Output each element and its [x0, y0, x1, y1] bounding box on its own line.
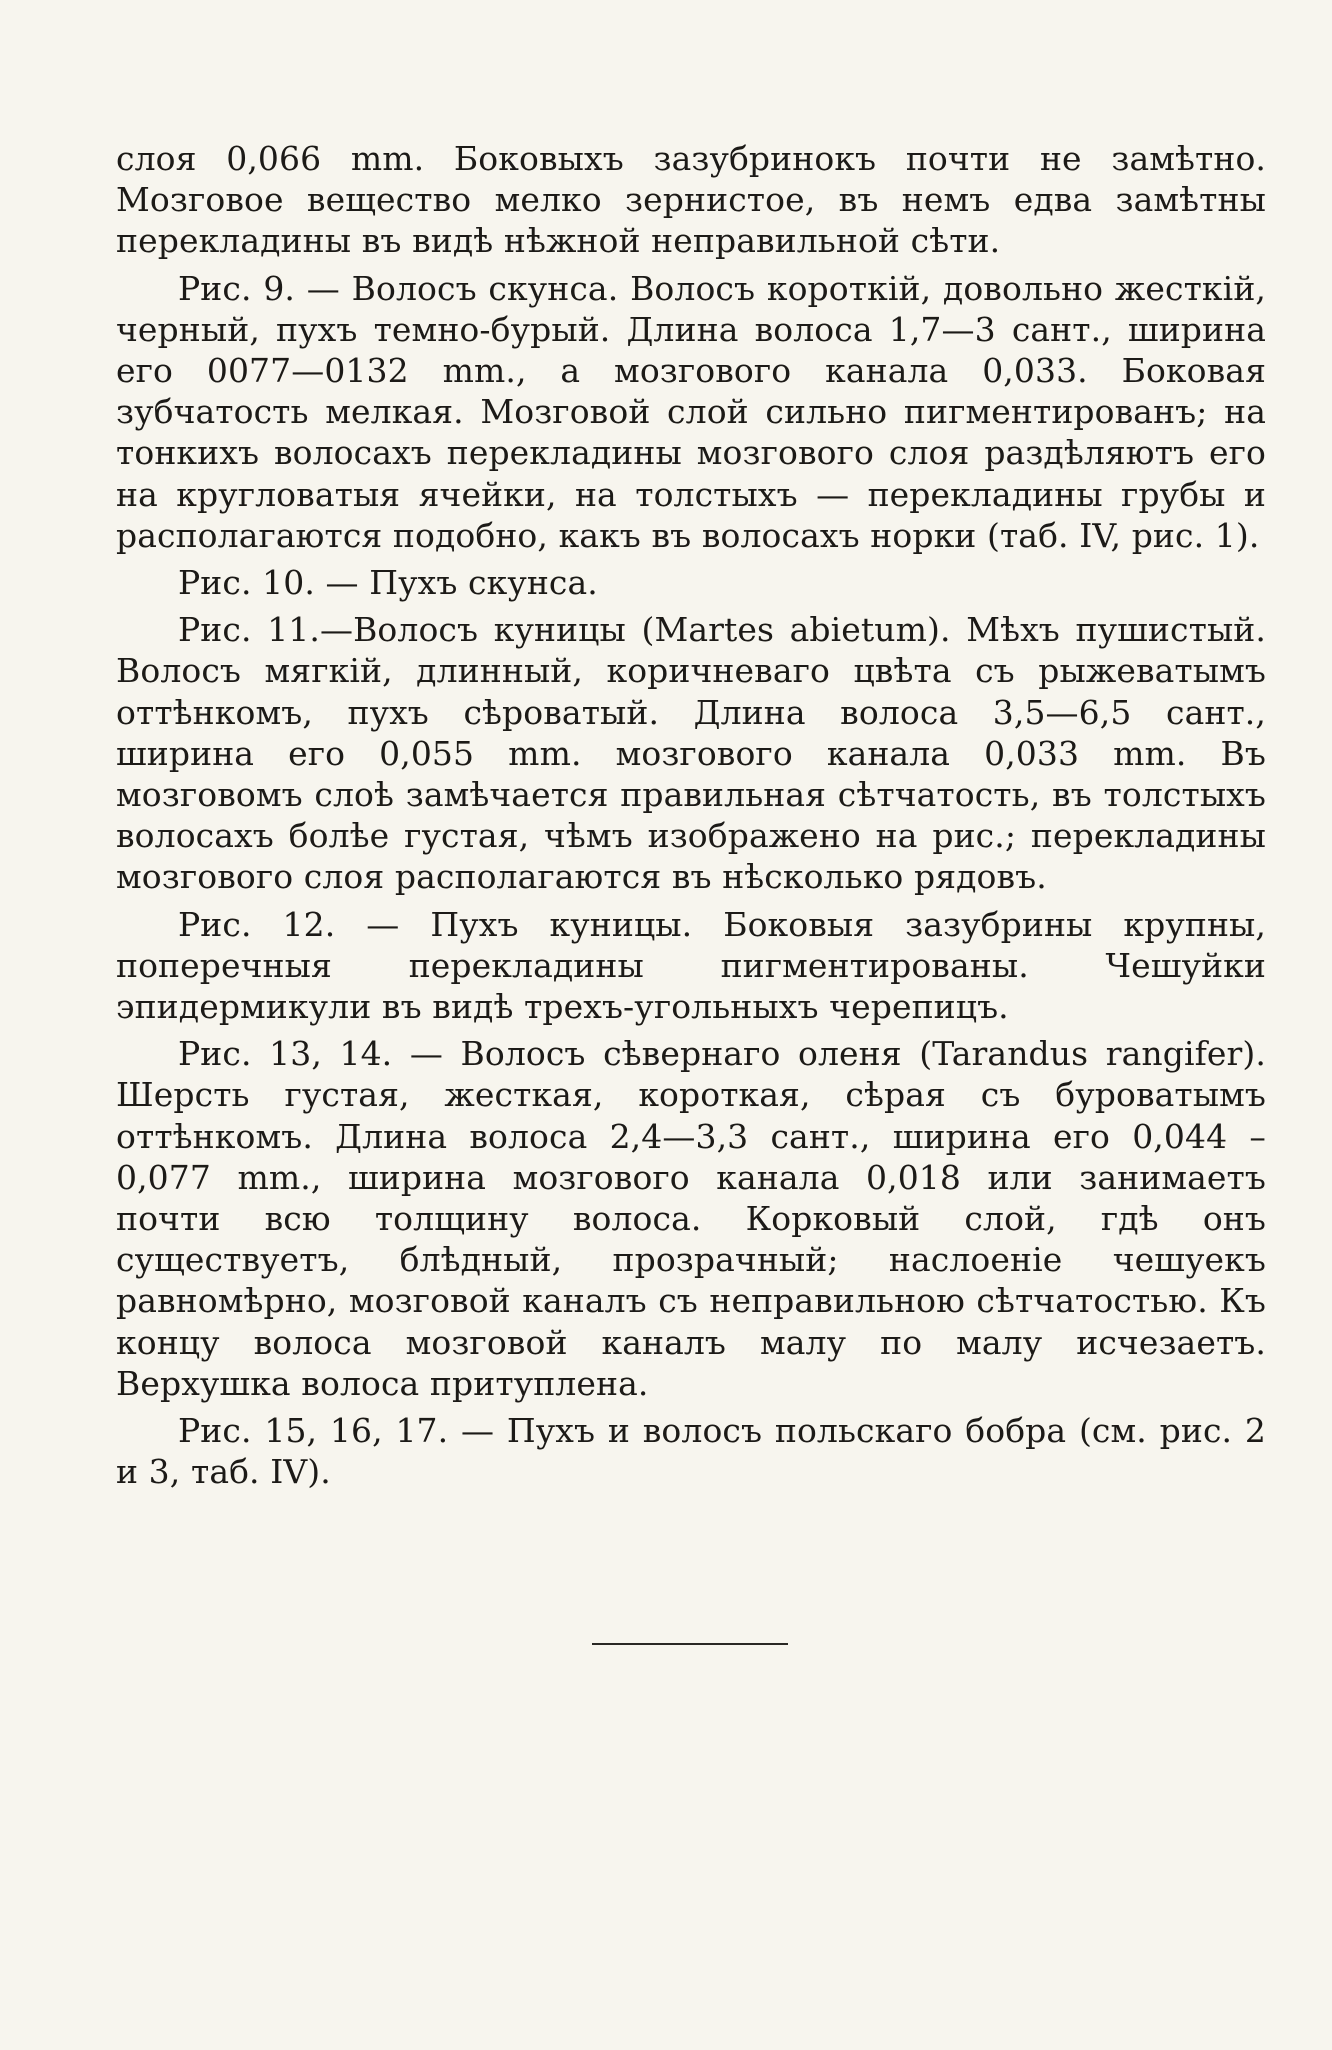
paragraph-fig-15-17: Рис. 15, 16, 17. — Пухъ и волосъ польскаго бобра (см. рис. 2 и 3, таб. IV).	[116, 1411, 1266, 1492]
end-divider-rule	[592, 1643, 788, 1645]
paragraph-fig-13-14: Рис. 13, 14. — Волосъ сѣвернаго оленя (Tarandus rangifer). Шерсть густая, жесткая, короткая, сѣрая съ буроватымъ оттѣнкомъ. Длина волоса 2,4—3,3 сант., ширина его 0,044 – 0,077 mm., ширина мозгового канала 0,018 или занимаетъ почти всю толщину волоса. Корковый слой, гдѣ онъ существуетъ, блѣдный, прозрачный; наслоеніе чешуекъ равномѣрно, мозговой каналъ съ неправильною сѣтчатостью. Къ концу волоса мозговой каналъ малу по малу исчезаетъ. Верхушка волоса притуплена.	[116, 1034, 1266, 1403]
body-text	[116, 138, 1266, 1499]
paragraph-fig-11: Рис. 11.—Волосъ куницы (Martes abietum). Мѣхъ пушистый. Волосъ мягкій, длинный, коричневаго цвѣта съ рыжеватымъ оттѣнкомъ, пухъ сѣроватый. Длина волоса 3,5—6,5 сант., ширина его 0,055 mm. мозгового канала 0,033 mm. Въ мозговомъ слоѣ замѣчается правильная сѣтчатость, въ толстыхъ волосахъ болѣе густая, чѣмъ изображено на рис.; перекладины мозгового слоя располагаются въ нѣсколько рядовъ.	[116, 610, 1266, 897]
paragraph-fig-9: Рис. 9. — Волосъ скунса. Волосъ короткій, довольно жесткій, черный, пухъ темно-бурый. Длина волоса 1,7—3 сант., ширина его 0077—0132 mm., а мозгового канала 0,033. Боковая зубчатость мелкая. Мозговой слой сильно пигментированъ; на тонкихъ волосахъ перекладины мозгового слоя раздѣляютъ его на кругловатыя ячейки, на толстыхъ — перекладины грубы и располагаются подобно, какъ въ волосахъ норки (таб. IV, рис. 1).	[116, 268, 1266, 555]
paragraph-fig-10: Рис. 10. — Пухъ скунса.	[178, 563, 598, 603]
paragraph-continuation: слоя 0,066 mm. Боковыхъ зазубринокъ почти не замѣтно. Мозговое вещество мелко зернистое, въ немъ едва замѣтны перекладины въ видѣ нѣжной неправильной сѣти.	[116, 139, 1266, 261]
paragraph-fig-12: Рис. 12. — Пухъ куницы. Боковыя зазубрины крупны, поперечныя перекладины пигментированы. Чешуйки эпидермикули въ видѣ трехъ-угольныхъ черепицъ.	[116, 904, 1266, 1027]
